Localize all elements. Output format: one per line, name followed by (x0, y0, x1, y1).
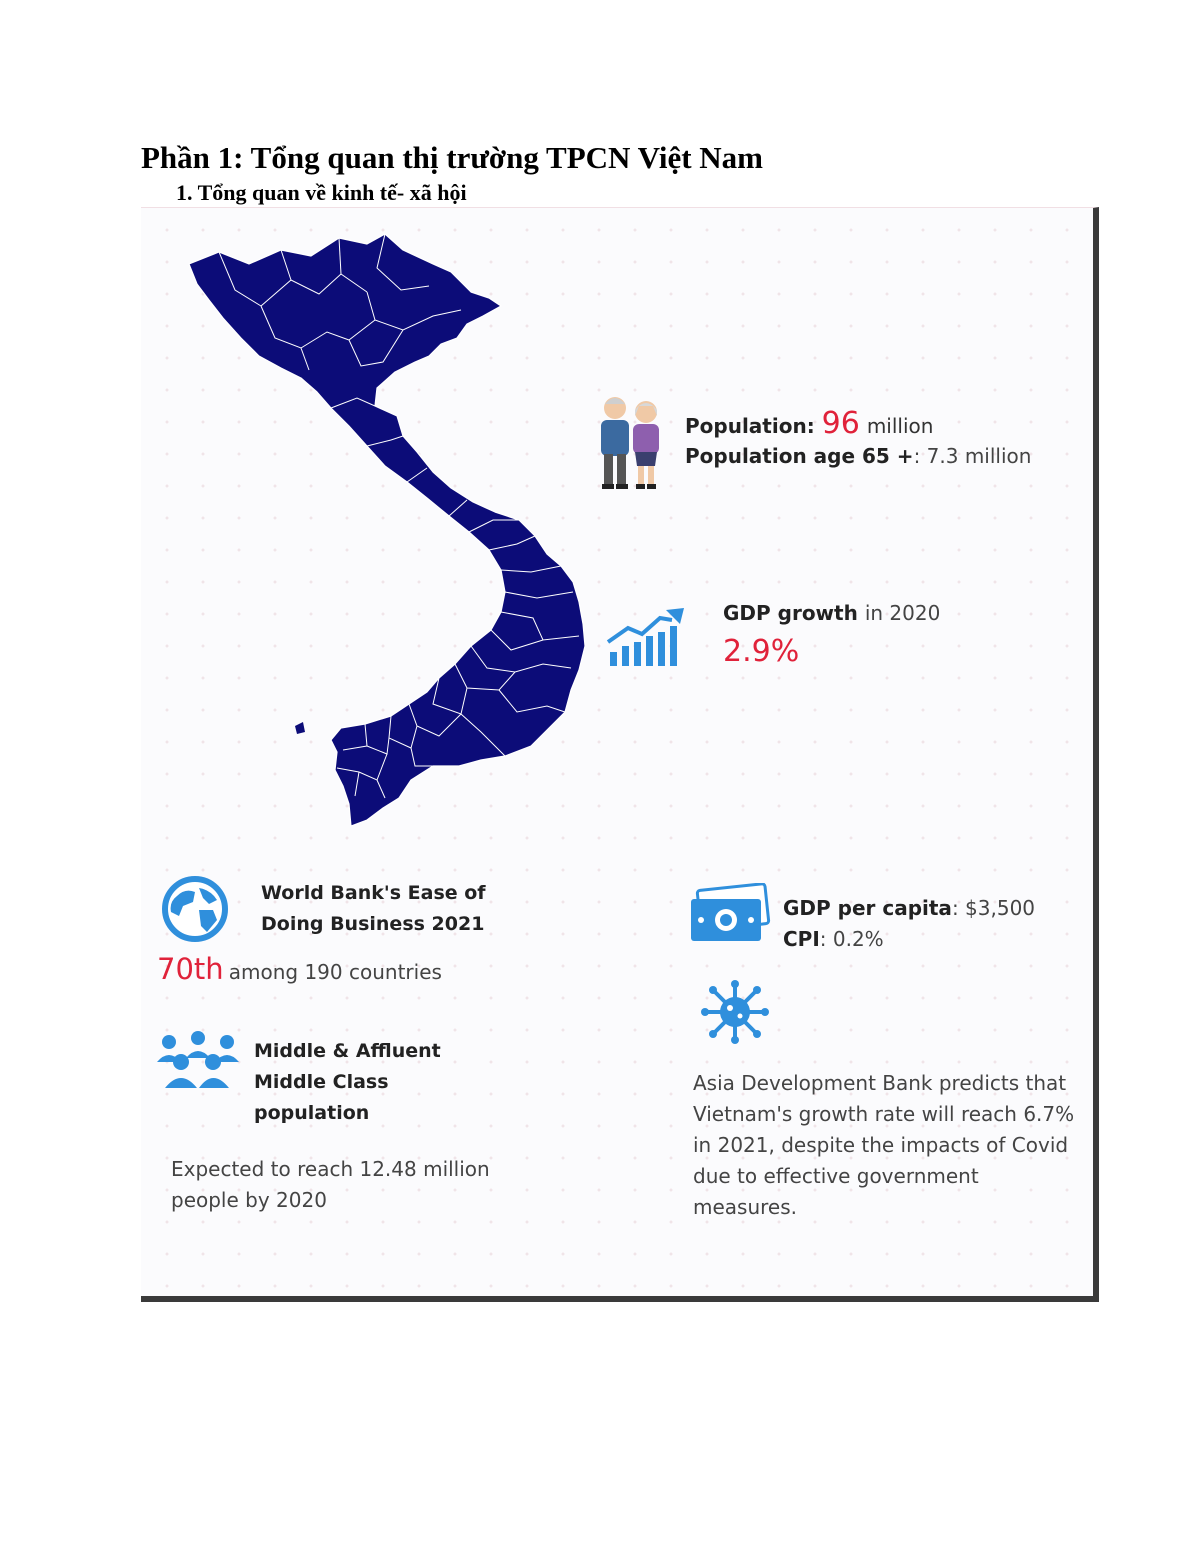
gdp-growth-label (723, 601, 940, 625)
middle-class-title: Middle & Affluent Middle Class population (254, 1040, 441, 1124)
world-bank-rank: 70th (157, 952, 224, 986)
world-bank-title: World Bank's Ease of Doing Business 2021 (261, 882, 486, 935)
money-icon (689, 883, 771, 943)
population-unit: million (866, 414, 934, 438)
elderly-couple-icon (593, 394, 668, 494)
middle-class-description: Expected to reach 12.48 million people by 2020 (171, 1157, 490, 1212)
population-age-value: : 7.3 million (913, 444, 1032, 468)
population-value: 96 (821, 406, 860, 441)
people-group-icon (155, 1030, 241, 1088)
cpi-line (783, 927, 884, 951)
gdp-growth-label-year: in 2020 (864, 601, 941, 625)
section-heading: 1. Tổng quan về kinh tế- xã hội (176, 180, 467, 205)
gdp-per-capita-line (783, 896, 1035, 920)
gdp-growth-label-bold: GDP growth (723, 601, 858, 625)
cpi-value: : 0.2% (819, 927, 884, 951)
page-heading: Phần 1: Tổng quan thị trường TPCN Việt Nam (141, 140, 763, 175)
cpi-label: CPI (783, 927, 820, 951)
population-line (685, 406, 933, 441)
world-bank-rank-text: among 190 countries (228, 960, 442, 984)
globe-icon (155, 876, 235, 942)
gdp-per-capita-value: : $3,500 (951, 896, 1036, 920)
world-bank-rank-line (157, 952, 442, 986)
population-label: Population: (685, 414, 815, 438)
gdp-per-capita-label: GDP per capita (783, 896, 952, 920)
population-age-line (685, 444, 1031, 468)
population-age-label: Population age 65 + (685, 444, 914, 468)
vietnam-map (171, 220, 601, 840)
gdp-growth-value: 2.9% (723, 634, 800, 669)
adb-forecast-text: Asia Development Bank predicts that Vietnam's growth rate will reach 6.7% in 2021, despite the impacts of Covid due to effective government measures. (693, 1071, 1075, 1219)
virus-icon (697, 980, 773, 1044)
vietnam-infographic (141, 207, 1099, 1302)
growth-chart-icon (606, 606, 686, 668)
